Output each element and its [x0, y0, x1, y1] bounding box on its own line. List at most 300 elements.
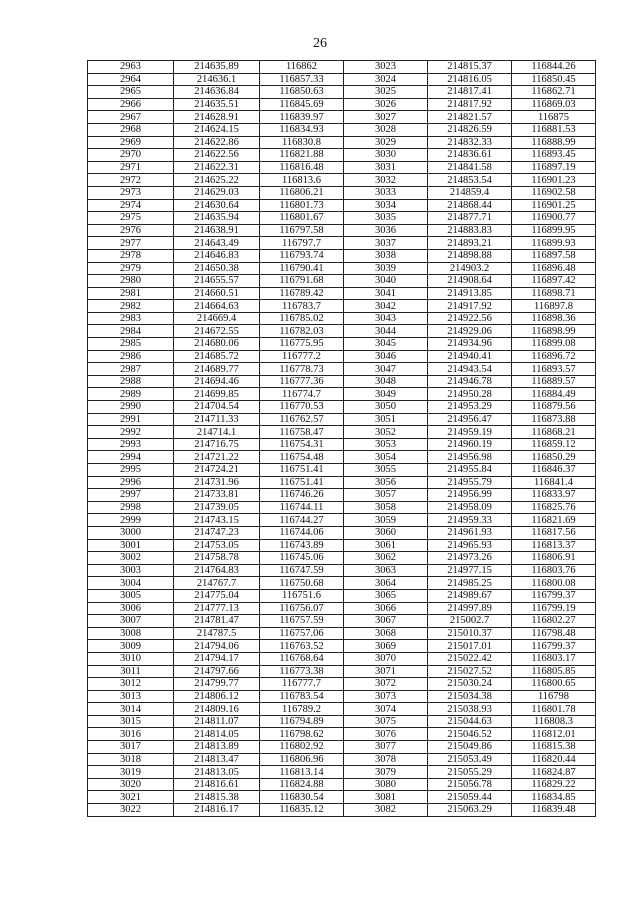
table-cell: 116768.64 — [260, 652, 344, 665]
table-cell: 214643.49 — [174, 237, 260, 250]
table-cell: 116821.69 — [512, 514, 596, 527]
table-row — [88, 627, 596, 640]
table-cell: 3038 — [344, 249, 428, 262]
table-cell: 116798.62 — [260, 728, 344, 741]
table-cell: 116813.6 — [260, 174, 344, 187]
table-cell: 116806.91 — [512, 552, 596, 565]
table-cell: 214917.92 — [428, 300, 512, 313]
table-cell: 2968 — [88, 123, 174, 136]
table-cell: 116802.92 — [260, 741, 344, 754]
table-cell: 2967 — [88, 111, 174, 124]
table-cell: 2979 — [88, 262, 174, 275]
table-cell: 116897.58 — [512, 249, 596, 262]
table-cell: 2986 — [88, 350, 174, 363]
table-cell: 3011 — [88, 665, 174, 678]
table-row — [88, 300, 596, 313]
table-cell: 116802.27 — [512, 615, 596, 628]
page-number: 26 — [313, 36, 327, 51]
table-row — [88, 539, 596, 552]
table-cell: 3014 — [88, 703, 174, 716]
table-cell: 116869.03 — [512, 98, 596, 111]
table-cell: 116789.42 — [260, 287, 344, 300]
table-cell: 2981 — [88, 287, 174, 300]
table-cell: 214764.83 — [174, 564, 260, 577]
table-cell: 3046 — [344, 350, 428, 363]
table-cell: 3003 — [88, 564, 174, 577]
table-cell: 214832.33 — [428, 136, 512, 149]
table-cell: 116751.6 — [260, 589, 344, 602]
table-row — [88, 237, 596, 250]
table-cell: 214694.46 — [174, 375, 260, 388]
table-cell: 3025 — [344, 86, 428, 99]
table-cell: 116841.4 — [512, 476, 596, 489]
table-cell: 214943.54 — [428, 363, 512, 376]
table-cell: 3045 — [344, 338, 428, 351]
table-cell: 116833.97 — [512, 489, 596, 502]
table-cell: 2990 — [88, 401, 174, 414]
table-cell: 214903.2 — [428, 262, 512, 275]
table-cell: 3080 — [344, 778, 428, 791]
table-cell: 214758.78 — [174, 552, 260, 565]
table-row — [88, 728, 596, 741]
table-row — [88, 690, 596, 703]
table-cell: 2966 — [88, 98, 174, 111]
table-cell: 116829.22 — [512, 778, 596, 791]
table-cell: 116902.58 — [512, 186, 596, 199]
table-cell: 2983 — [88, 312, 174, 325]
table-cell: 116901.23 — [512, 174, 596, 187]
table-cell: 116747.59 — [260, 564, 344, 577]
table-cell: 3020 — [88, 778, 174, 791]
table-cell: 214815.38 — [174, 791, 260, 804]
table-cell: 214977.15 — [428, 564, 512, 577]
table-cell: 214655.57 — [174, 275, 260, 288]
table-cell: 3064 — [344, 577, 428, 590]
table-cell: 214956.47 — [428, 413, 512, 426]
table-cell: 116898.99 — [512, 325, 596, 338]
table-row — [88, 489, 596, 502]
table-row — [88, 98, 596, 111]
table-cell: 214913.85 — [428, 287, 512, 300]
table-cell: 116859.12 — [512, 438, 596, 451]
table-cell: 116770.53 — [260, 401, 344, 414]
table-cell: 2988 — [88, 375, 174, 388]
table-cell: 116857.33 — [260, 73, 344, 86]
table-cell: 3068 — [344, 627, 428, 640]
table-cell: 2989 — [88, 388, 174, 401]
table-row — [88, 778, 596, 791]
table-cell: 116830.54 — [260, 791, 344, 804]
table-cell: 3021 — [88, 791, 174, 804]
table-cell: 3037 — [344, 237, 428, 250]
table-row — [88, 514, 596, 527]
table-cell: 214646.83 — [174, 249, 260, 262]
table-cell: 3029 — [344, 136, 428, 149]
coordinates-table — [87, 60, 596, 817]
table-cell: 3000 — [88, 526, 174, 539]
table-cell: 2994 — [88, 451, 174, 464]
table-cell: 214953.29 — [428, 401, 512, 414]
table-cell: 116800.08 — [512, 577, 596, 590]
table-cell: 215049.86 — [428, 741, 512, 754]
table-row — [88, 476, 596, 489]
table-row — [88, 615, 596, 628]
table-cell: 214628.91 — [174, 111, 260, 124]
table-row — [88, 161, 596, 174]
table-cell: 3053 — [344, 438, 428, 451]
table-cell: 3028 — [344, 123, 428, 136]
table-cell: 3043 — [344, 312, 428, 325]
table-row — [88, 741, 596, 754]
table-cell: 214731.96 — [174, 476, 260, 489]
table-cell: 214739.05 — [174, 501, 260, 514]
table-cell: 116879.56 — [512, 401, 596, 414]
coordinates-table-body — [88, 61, 596, 817]
table-cell: 3041 — [344, 287, 428, 300]
table-cell: 3023 — [344, 61, 428, 74]
table-cell: 3031 — [344, 161, 428, 174]
table-cell: 215044.63 — [428, 715, 512, 728]
table-cell: 116845.69 — [260, 98, 344, 111]
table-cell: 116799.37 — [512, 640, 596, 653]
table-row — [88, 123, 596, 136]
table-row — [88, 86, 596, 99]
table-cell: 214714.1 — [174, 426, 260, 439]
table-row — [88, 287, 596, 300]
table-row — [88, 338, 596, 351]
table-cell: 214946.78 — [428, 375, 512, 388]
table-cell: 3042 — [344, 300, 428, 313]
table-row — [88, 791, 596, 804]
table-cell: 2992 — [88, 426, 174, 439]
table-cell: 116751.41 — [260, 464, 344, 477]
table-cell: 116898.71 — [512, 287, 596, 300]
table-cell: 116758.47 — [260, 426, 344, 439]
table-cell: 214794.17 — [174, 652, 260, 665]
table-cell: 214813.89 — [174, 741, 260, 754]
table-cell: 3058 — [344, 501, 428, 514]
table-cell: 214940.41 — [428, 350, 512, 363]
table-cell: 116790.41 — [260, 262, 344, 275]
table-cell: 116744.27 — [260, 514, 344, 527]
table-cell: 116901.25 — [512, 199, 596, 212]
table-cell: 116805.85 — [512, 665, 596, 678]
table-row — [88, 375, 596, 388]
table-cell: 116791.68 — [260, 275, 344, 288]
table-cell: 116757.59 — [260, 615, 344, 628]
table-cell: 3024 — [344, 73, 428, 86]
table-row — [88, 753, 596, 766]
table-cell: 116798.48 — [512, 627, 596, 640]
table-cell: 214821.57 — [428, 111, 512, 124]
table-cell: 116799.19 — [512, 602, 596, 615]
table-row — [88, 186, 596, 199]
table-cell: 3006 — [88, 602, 174, 615]
table-cell: 214753.05 — [174, 539, 260, 552]
table-cell: 214893.21 — [428, 237, 512, 250]
table-cell: 3009 — [88, 640, 174, 653]
table-cell: 215017.01 — [428, 640, 512, 653]
table-cell: 2984 — [88, 325, 174, 338]
table-cell: 214811.07 — [174, 715, 260, 728]
table-cell: 2997 — [88, 489, 174, 502]
table-cell: 116817.56 — [512, 526, 596, 539]
table-cell: 116850.63 — [260, 86, 344, 99]
table-row — [88, 804, 596, 817]
table-cell: 214716.75 — [174, 438, 260, 451]
table-cell: 2965 — [88, 86, 174, 99]
table-cell: 116889.57 — [512, 375, 596, 388]
table-cell: 3054 — [344, 451, 428, 464]
table-cell: 214624.15 — [174, 123, 260, 136]
table-cell: 214853.54 — [428, 174, 512, 187]
table-cell: 2980 — [88, 275, 174, 288]
table-cell: 2995 — [88, 464, 174, 477]
table-row — [88, 715, 596, 728]
table-cell: 3060 — [344, 526, 428, 539]
table-cell: 3051 — [344, 413, 428, 426]
table-cell: 116813.37 — [512, 539, 596, 552]
table-cell: 3007 — [88, 615, 174, 628]
table-cell: 214743.15 — [174, 514, 260, 527]
table-cell: 3002 — [88, 552, 174, 565]
table-cell: 3040 — [344, 275, 428, 288]
table-cell: 214625.22 — [174, 174, 260, 187]
table-cell: 3056 — [344, 476, 428, 489]
table-cell: 214636.84 — [174, 86, 260, 99]
table-cell: 2971 — [88, 161, 174, 174]
table-cell: 116806.21 — [260, 186, 344, 199]
table-row — [88, 589, 596, 602]
table-cell: 214997.89 — [428, 602, 512, 615]
table-cell: 116899.93 — [512, 237, 596, 250]
table-cell: 116846.37 — [512, 464, 596, 477]
table-cell: 3081 — [344, 791, 428, 804]
table-cell: 116789.2 — [260, 703, 344, 716]
table-row — [88, 652, 596, 665]
table-cell: 214797.66 — [174, 665, 260, 678]
table-cell: 116835.12 — [260, 804, 344, 817]
table-cell: 116816.48 — [260, 161, 344, 174]
table-cell: 3052 — [344, 426, 428, 439]
table-cell: 214950.28 — [428, 388, 512, 401]
table-cell: 2993 — [88, 438, 174, 451]
table-cell: 214636.1 — [174, 73, 260, 86]
table-cell: 116774.7 — [260, 388, 344, 401]
table-cell: 116897.42 — [512, 275, 596, 288]
table-cell: 214989.67 — [428, 589, 512, 602]
table-cell: 116900.77 — [512, 212, 596, 225]
table-cell: 116744.06 — [260, 526, 344, 539]
table-cell: 214956.99 — [428, 489, 512, 502]
table-cell: 215038.93 — [428, 703, 512, 716]
table-cell: 116806.96 — [260, 753, 344, 766]
table-row — [88, 564, 596, 577]
table-cell: 3071 — [344, 665, 428, 678]
table-row — [88, 388, 596, 401]
table-cell: 116875 — [512, 111, 596, 124]
table-cell: 116896.72 — [512, 350, 596, 363]
table-cell: 214960.19 — [428, 438, 512, 451]
table-row — [88, 501, 596, 514]
table-cell: 3044 — [344, 325, 428, 338]
table-cell: 3004 — [88, 577, 174, 590]
table-cell: 3019 — [88, 766, 174, 779]
table-cell: 2969 — [88, 136, 174, 149]
table-cell: 3072 — [344, 678, 428, 691]
table-cell: 214747.23 — [174, 526, 260, 539]
table-cell: 215034.38 — [428, 690, 512, 703]
table-row — [88, 212, 596, 225]
table-cell: 116745.06 — [260, 552, 344, 565]
table-cell: 214622.31 — [174, 161, 260, 174]
table-cell: 214922.56 — [428, 312, 512, 325]
table-cell: 3026 — [344, 98, 428, 111]
table-row — [88, 464, 596, 477]
table-row — [88, 577, 596, 590]
table-cell: 3077 — [344, 741, 428, 754]
table-cell: 116839.97 — [260, 111, 344, 124]
table-cell: 214635.94 — [174, 212, 260, 225]
table-cell: 3057 — [344, 489, 428, 502]
table-cell: 214817.92 — [428, 98, 512, 111]
table-cell: 116785.02 — [260, 312, 344, 325]
table-row — [88, 426, 596, 439]
table-cell: 215059.44 — [428, 791, 512, 804]
table-cell: 214733.81 — [174, 489, 260, 502]
table-row — [88, 766, 596, 779]
table-cell: 116783.54 — [260, 690, 344, 703]
table-row — [88, 552, 596, 565]
table-cell: 116899.08 — [512, 338, 596, 351]
table-cell: 116825.76 — [512, 501, 596, 514]
table-row — [88, 136, 596, 149]
table-cell: 2973 — [88, 186, 174, 199]
table-cell: 116868.21 — [512, 426, 596, 439]
table-cell: 116778.73 — [260, 363, 344, 376]
table-cell: 3033 — [344, 186, 428, 199]
table-cell: 3030 — [344, 149, 428, 162]
table-cell: 116797.58 — [260, 224, 344, 237]
table-cell: 116777.2 — [260, 350, 344, 363]
table-cell: 3074 — [344, 703, 428, 716]
table-cell: 116757.06 — [260, 627, 344, 640]
table-cell: 116798 — [512, 690, 596, 703]
table-cell: 116850.29 — [512, 451, 596, 464]
table-cell: 214699.85 — [174, 388, 260, 401]
table-cell: 116808.3 — [512, 715, 596, 728]
table-cell: 3070 — [344, 652, 428, 665]
table-cell: 3035 — [344, 212, 428, 225]
table-row — [88, 61, 596, 74]
table-cell: 3036 — [344, 224, 428, 237]
table-cell: 214859.4 — [428, 186, 512, 199]
table-cell: 215010.37 — [428, 627, 512, 640]
table-cell: 2978 — [88, 249, 174, 262]
table-cell: 3050 — [344, 401, 428, 414]
table-cell: 3063 — [344, 564, 428, 577]
table-cell: 116773.38 — [260, 665, 344, 678]
table-cell: 3073 — [344, 690, 428, 703]
table-cell: 116777.36 — [260, 375, 344, 388]
table-cell: 116893.57 — [512, 363, 596, 376]
table-cell: 215056.78 — [428, 778, 512, 791]
table-cell: 2963 — [88, 61, 174, 74]
table-cell: 215002.7 — [428, 615, 512, 628]
table-cell: 214799.77 — [174, 678, 260, 691]
table-row — [88, 312, 596, 325]
table-cell: 3048 — [344, 375, 428, 388]
table-cell: 3066 — [344, 602, 428, 615]
table-cell: 2977 — [88, 237, 174, 250]
table-cell: 214841.58 — [428, 161, 512, 174]
table-row — [88, 703, 596, 716]
table-cell: 214711.33 — [174, 413, 260, 426]
table-cell: 116797.7 — [260, 237, 344, 250]
table-cell: 214898.88 — [428, 249, 512, 262]
table-cell: 116830.8 — [260, 136, 344, 149]
table-cell: 214816.17 — [174, 804, 260, 817]
table-cell: 116898.36 — [512, 312, 596, 325]
table-cell: 116815.38 — [512, 741, 596, 754]
table-cell: 3067 — [344, 615, 428, 628]
table-cell: 2985 — [88, 338, 174, 351]
table-cell: 116862.71 — [512, 86, 596, 99]
table-cell: 116751.41 — [260, 476, 344, 489]
table-cell: 214836.61 — [428, 149, 512, 162]
table-row — [88, 111, 596, 124]
table-row — [88, 401, 596, 414]
table-cell: 214781.47 — [174, 615, 260, 628]
table-cell: 3027 — [344, 111, 428, 124]
table-row — [88, 640, 596, 653]
table-row — [88, 363, 596, 376]
table-cell: 3001 — [88, 539, 174, 552]
table-cell: 2998 — [88, 501, 174, 514]
table-cell: 116834.93 — [260, 123, 344, 136]
table-cell: 214961.93 — [428, 526, 512, 539]
table-row — [88, 602, 596, 615]
table-cell: 214956.98 — [428, 451, 512, 464]
table-cell: 116850.45 — [512, 73, 596, 86]
table-cell: 214985.25 — [428, 577, 512, 590]
table-cell: 214638.91 — [174, 224, 260, 237]
table-cell: 3008 — [88, 627, 174, 640]
table-cell: 214959.33 — [428, 514, 512, 527]
table-cell: 3065 — [344, 589, 428, 602]
table-cell: 116820.44 — [512, 753, 596, 766]
table-cell: 214965.93 — [428, 539, 512, 552]
table-cell: 214955.84 — [428, 464, 512, 477]
table-cell: 214669.4 — [174, 312, 260, 325]
table-cell: 116754.31 — [260, 438, 344, 451]
table-cell: 214635.89 — [174, 61, 260, 74]
table-cell: 116896.48 — [512, 262, 596, 275]
table-cell: 116899.95 — [512, 224, 596, 237]
table-cell: 3017 — [88, 741, 174, 754]
table-cell: 116821.88 — [260, 149, 344, 162]
table-cell: 3012 — [88, 678, 174, 691]
table-cell: 215055.29 — [428, 766, 512, 779]
table-cell: 116897.19 — [512, 161, 596, 174]
table-cell: 214660.51 — [174, 287, 260, 300]
table-cell: 2975 — [88, 212, 174, 225]
table-cell: 116743.89 — [260, 539, 344, 552]
table-cell: 214877.71 — [428, 212, 512, 225]
table-cell: 116844.26 — [512, 61, 596, 74]
table-cell: 116794.89 — [260, 715, 344, 728]
table-cell: 214685.72 — [174, 350, 260, 363]
